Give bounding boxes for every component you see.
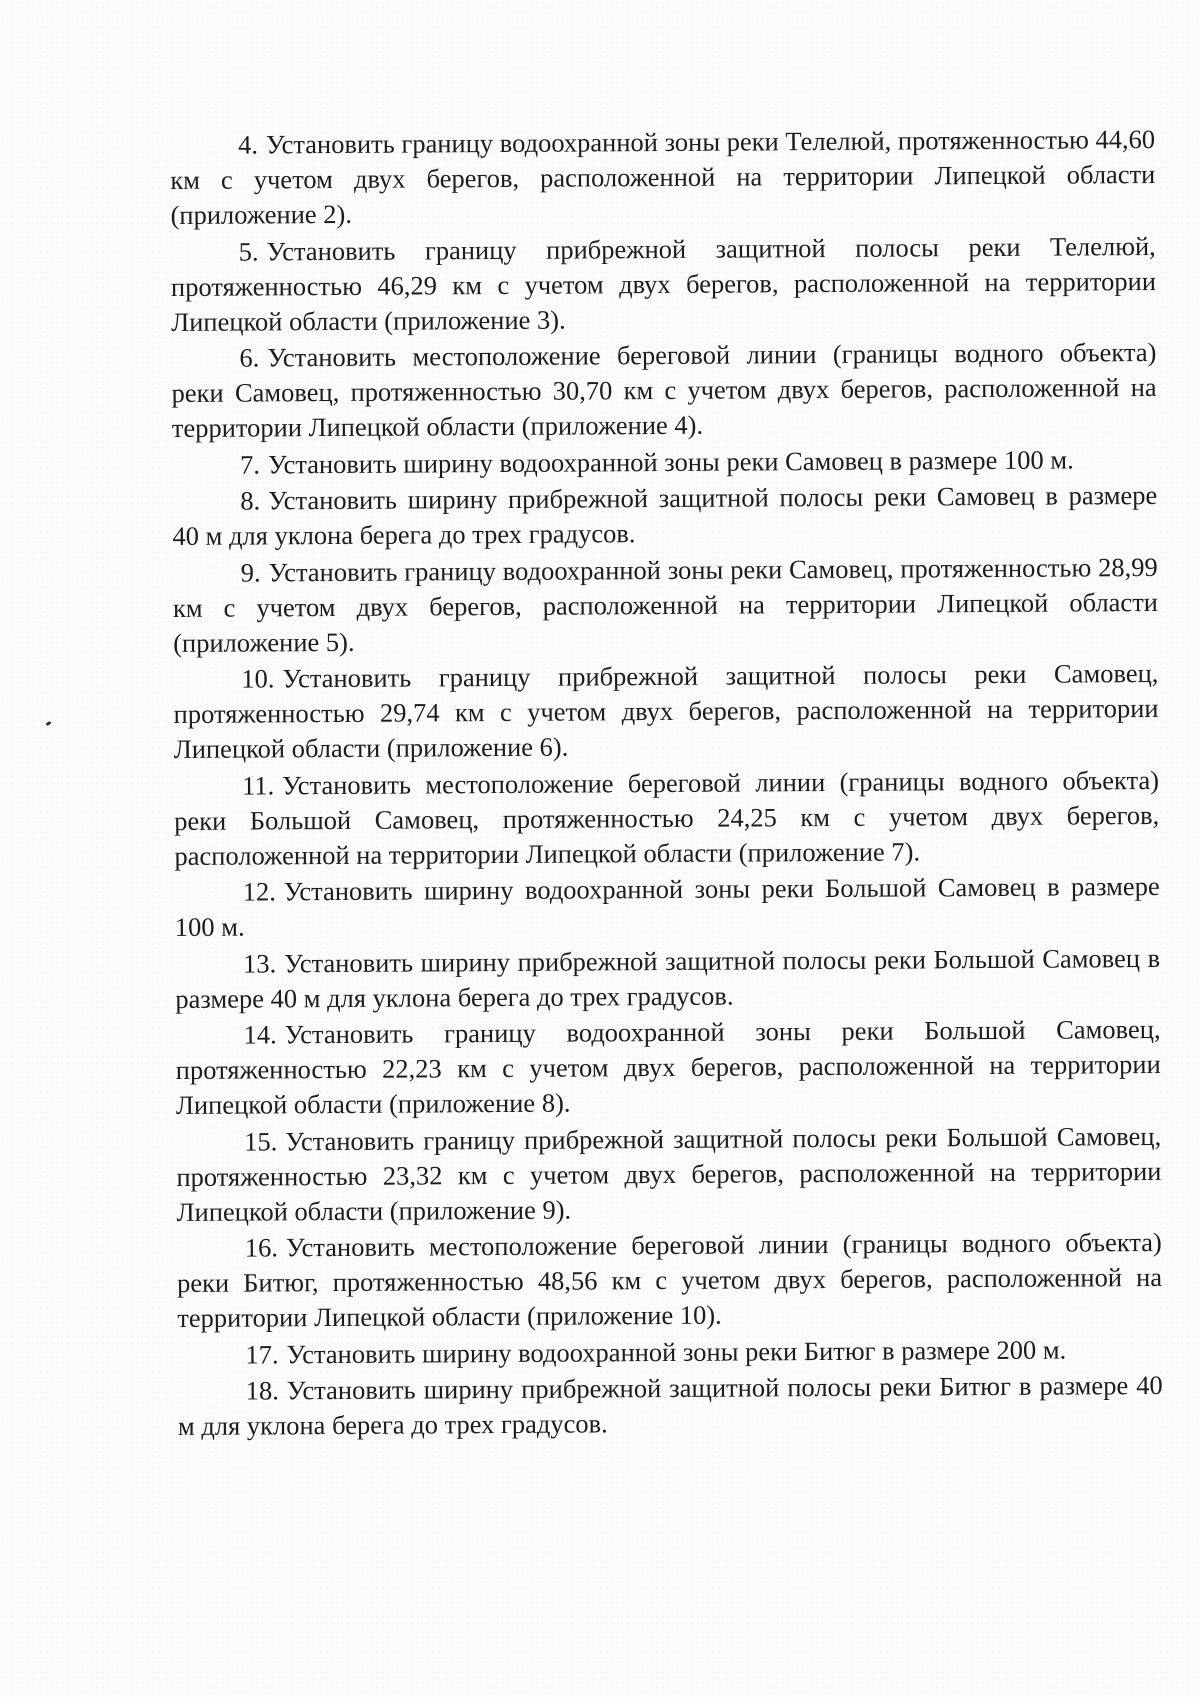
paragraph-number: 4.: [238, 129, 259, 160]
paragraph-9: [173, 549, 1159, 660]
paragraph-4: [170, 122, 1156, 233]
paragraph-text: Установить местоположение береговой линии (границы водного объекта) реки Битюг, протяженностью 48,56 км с учетом двух берегов, расположенной на территории Липецкой области (приложение 10).: [176, 1226, 1163, 1333]
paragraph-number: 7.: [239, 448, 261, 480]
paragraph-text: Установить границу прибрежной защитной полосы реки Телелюй, протяженностью 46,29 км с учетом двух берегов, расположенной на территории Липецкой области (приложение 3).: [170, 230, 1157, 337]
document-body: [170, 122, 1163, 1445]
paragraph-5: [171, 228, 1157, 339]
paragraph-7: [172, 441, 1157, 482]
paragraph-text: Установить границу водоохранной зоны реки Большой Самовец, протяженностью 22,23 км с учетом двух берегов, расположенной на территории Липецкой области (приложение 8).: [175, 1013, 1161, 1120]
paragraph-text: Установить границу водоохранной зоны реки Телелюй, протяженностью 44,60 км с учетом двух берегов, расположенной на территории Липецкой области (приложение 2).: [170, 123, 1156, 230]
paragraph-number: 18.: [245, 1375, 279, 1406]
paragraph-number: 15.: [244, 1125, 278, 1157]
paragraph-text: Установить границу прибрежной защитной полосы реки Самовец, протяженностью 29,74 км с учетом двух берегов, расположенной на территории Липецкой области (приложение 6).: [173, 657, 1159, 764]
paragraph-15: [176, 1118, 1162, 1229]
paragraph-12: [175, 869, 1160, 945]
paragraph-number: 9.: [240, 556, 261, 588]
paragraph-text: Установить границу водоохранной зоны реки Самовец, протяженностью 28,99 км с учетом двух берегов, расположенной на территории Липецкой области (приложение 5).: [172, 551, 1159, 658]
paragraph-text: Установить ширину прибрежной защитной полосы реки Большой Самовец в размере 40 м для уклона берега до трех градусов.: [175, 942, 1161, 1014]
paragraph-6: [171, 335, 1157, 446]
paragraph-text: Установить ширину водоохранной зоны реки Самовец в размере 100 м.: [267, 443, 1074, 479]
paragraph-text: Установить ширину водоохранной зоны реки Битюг в размере 200 м.: [286, 1334, 1067, 1369]
paragraph-number: 6.: [239, 342, 260, 373]
paragraph-number: 14.: [243, 1019, 277, 1050]
paragraph-13: [175, 940, 1160, 1016]
paragraph-text: Установить местоположение береговой линии (границы водного объекта) реки Самовец, протяженностью 30,70 км с учетом двух берегов, расположенной на территории Липецкой области (приложение 4).: [171, 336, 1157, 443]
scan-speck: [46, 721, 52, 726]
paragraph-text: Установить ширину прибрежной защитной полосы реки Самовец в размере 40 м для уклона берега до трех градусов.: [172, 479, 1158, 551]
paragraph-number: 5.: [238, 235, 259, 267]
paragraph-11: [174, 762, 1160, 873]
paragraph-text: Установить ширину водоохранной зоны реки Большой Самовец в размере 100 м.: [174, 870, 1160, 942]
paragraph-number: 17.: [245, 1338, 279, 1370]
paragraph-10: [173, 656, 1159, 767]
paragraph-text: Установить ширину прибрежной защитной полосы реки Битюг в размере 40 м для уклона берега до трех градусов.: [177, 1369, 1163, 1441]
paragraph-number: 11.: [241, 769, 275, 801]
paragraph-number: 8.: [240, 485, 261, 516]
paragraph-number: 13.: [243, 947, 277, 979]
paragraph-text: Установить границу прибрежной защитной полосы реки Большой Самовец, протяженностью 23,32 км с учетом двух берегов, расположенной на территории Липецкой области (приложение 9).: [176, 1120, 1162, 1227]
paragraph-8: [172, 478, 1157, 554]
paragraph-18: [178, 1368, 1163, 1444]
paragraph-16: [177, 1225, 1163, 1336]
paragraph-text: Установить местоположение береговой линии (границы водного объекта) реки Большой Самовец, протяженностью 24,25 км с учетом двух берегов, расположенной на территории Липецкой области (приложение 7).: [174, 764, 1160, 871]
paragraph-number: 12.: [242, 876, 276, 907]
paragraph-number: 16.: [244, 1232, 279, 1263]
paragraph-17: [177, 1331, 1162, 1372]
paragraph-14: [175, 1012, 1161, 1123]
paragraph-number: 10.: [241, 663, 275, 694]
